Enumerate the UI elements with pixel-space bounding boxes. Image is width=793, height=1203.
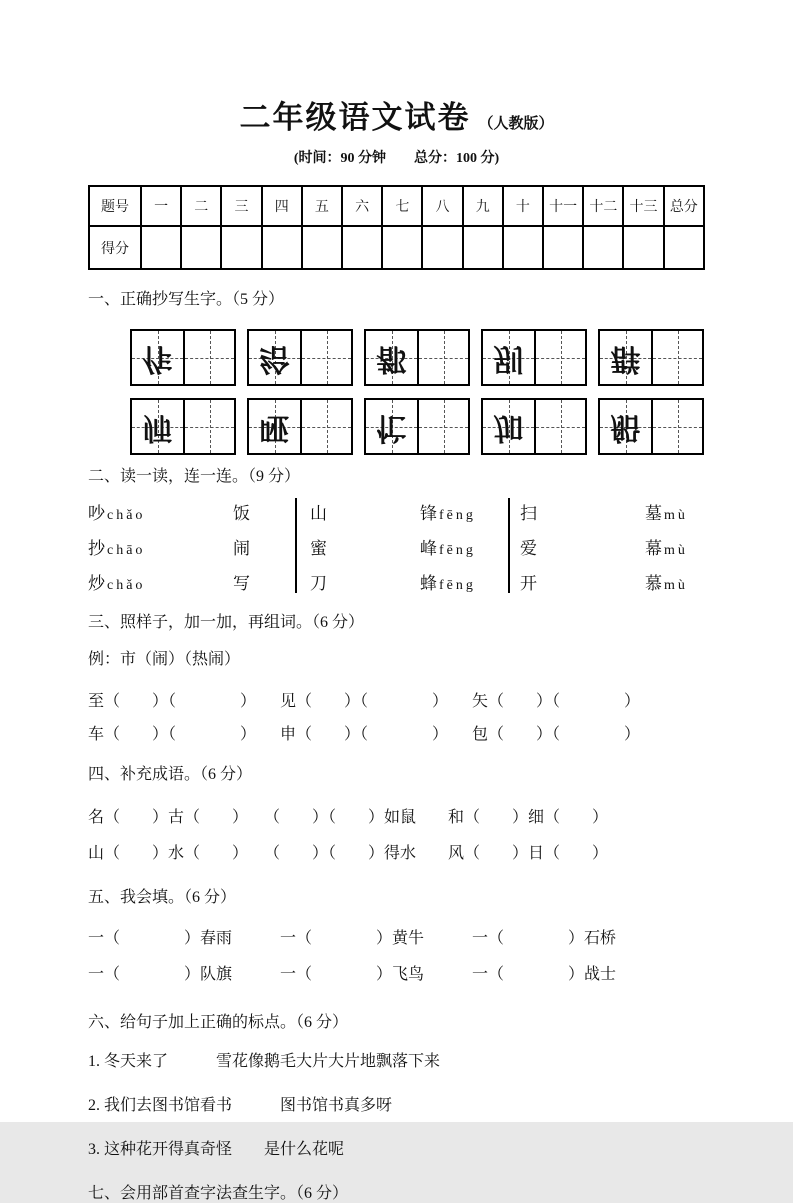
grid-cell [249, 400, 300, 453]
question-number-label: 题号 [89, 186, 141, 226]
idiom-line: 名（ ）古（ ） （ ）（ ）如鼠 和（ ）细（ ） [88, 809, 609, 826]
match-word: 炒 chǎo [88, 574, 146, 593]
match-word: 开 [520, 574, 537, 593]
score-cell [543, 226, 583, 269]
grid-cell [483, 331, 534, 384]
copy-grid-box [481, 398, 587, 455]
flipped-character: 都 [376, 341, 407, 375]
match-word: 山 [310, 504, 327, 523]
page-title: 二年级语文试卷 [239, 100, 471, 135]
grid-cell-blank [651, 331, 702, 384]
flipped-character: 哑 [259, 410, 290, 444]
score-cell [422, 226, 462, 269]
match-divider [295, 498, 297, 593]
section-5-heading: 五、我会填。（6 分） [88, 889, 237, 906]
copy-grid-row-1 [130, 329, 705, 386]
header-cell: 三 [221, 186, 261, 226]
section-3-heading: 三、照样子，加一加，再组词。（6 分） [88, 614, 365, 631]
pinyin: mù [664, 508, 688, 523]
grid-cell-blank [417, 331, 468, 384]
copy-grid-box [247, 329, 353, 386]
header-cell: 十一 [543, 186, 583, 226]
score-label: 得分 [89, 226, 141, 269]
fill-line: 至（ ）（ ） 见（ ）（ ） 矢（ ）（ ） [88, 693, 641, 710]
score-cell [262, 226, 302, 269]
grid-cell [366, 400, 417, 453]
match-word: 蜂 fēng [420, 574, 476, 593]
time-score-subtitle: (时间：90 分钟 总分：100 分) [293, 151, 500, 166]
match-row [88, 494, 705, 529]
grid-cell-blank [417, 400, 468, 453]
section-3 [88, 609, 705, 751]
section-4-heading: 四、补充成语。（6 分） [88, 766, 253, 783]
pinyin: fēng [439, 578, 476, 593]
copy-grid-box [364, 329, 470, 386]
header-cell: 十二 [583, 186, 623, 226]
match-word: 墓 mù [645, 504, 688, 523]
score-row [89, 226, 704, 269]
grid-cell-blank [183, 331, 234, 384]
header-cell: 十三 [623, 186, 663, 226]
header-cell: 六 [342, 186, 382, 226]
match-word: 峰 fēng [420, 539, 476, 558]
match-word: 闹 [233, 539, 250, 558]
flipped-character: 群 [610, 341, 641, 375]
score-table-header-row [89, 186, 704, 226]
match-row [88, 529, 705, 564]
header-cell: 十 [503, 186, 543, 226]
match-word: 写 [233, 574, 250, 593]
copy-grid-box [247, 398, 353, 455]
grid-cell-blank [534, 400, 585, 453]
flipped-character: 加 [493, 410, 524, 444]
header-cell: 五 [302, 186, 342, 226]
copy-grid-box [364, 398, 470, 455]
matching-exercise [88, 494, 705, 599]
score-table [88, 185, 705, 270]
flipped-character: 作 [142, 341, 173, 375]
match-word: 抄 chāo [88, 539, 146, 558]
grid-cell-blank [534, 331, 585, 384]
match-word: 扫 [520, 504, 537, 523]
match-word: 幕 mù [645, 539, 688, 558]
grid-cell-blank [300, 400, 351, 453]
grid-cell-blank [300, 331, 351, 384]
section-2-heading: 二、读一读，连一连。（9 分） [88, 468, 301, 485]
pinyin: mù [664, 543, 688, 558]
score-cell [221, 226, 261, 269]
grid-cell-blank [183, 400, 234, 453]
example-line: 例：市（闹）（热闹） [88, 651, 241, 668]
match-word: 饭 [233, 504, 250, 523]
copy-grid-box [130, 398, 236, 455]
score-cell [503, 226, 543, 269]
match-word: 爱 [520, 539, 537, 558]
match-word: 锋 fēng [420, 504, 476, 523]
section-7-heading: 七、会用部首查字法查生字。（6 分） [88, 1185, 349, 1202]
match-word: 蜜 [310, 539, 327, 558]
score-cell [181, 226, 221, 269]
header-cell: 四 [262, 186, 302, 226]
pinyin: fēng [439, 508, 476, 523]
match-word: 吵 chǎo [88, 504, 146, 523]
grid-cell [249, 331, 300, 384]
pinyin: chāo [107, 543, 146, 558]
measure-word-line: 一（ ）春雨 一（ ）黄牛 一（ ）石桥 [88, 930, 617, 947]
pinyin: chǎo [107, 578, 146, 593]
header-cell: 二 [181, 186, 221, 226]
measure-word-line: 一（ ）队旗 一（ ）飞鸟 一（ ）战士 [88, 966, 617, 983]
score-cell [141, 226, 181, 269]
copy-grid-box [130, 329, 236, 386]
flipped-character: 师 [142, 410, 173, 444]
match-word: 刀 [310, 574, 327, 593]
section-1-heading: 一、正确抄写生字。（5 分） [88, 291, 285, 308]
grid-cell [366, 331, 417, 384]
score-cell [302, 226, 342, 269]
grid-cell [483, 400, 534, 453]
header-cell: 八 [422, 186, 462, 226]
title-row [88, 92, 705, 137]
section-5 [88, 884, 705, 993]
pinyin: fēng [439, 543, 476, 558]
score-cell [623, 226, 663, 269]
grid-cell [132, 331, 183, 384]
pinyin: chǎo [107, 508, 146, 523]
copy-grid-box [598, 398, 704, 455]
punctuation-sentence: 2. 我们去图书馆看书 图书馆书真多呀 [88, 1097, 393, 1114]
match-divider [508, 498, 510, 593]
flipped-character: 船 [610, 410, 641, 444]
grid-cell [600, 400, 651, 453]
header-cell: 七 [382, 186, 422, 226]
flipped-character: 别 [493, 341, 524, 375]
fill-line: 车（ ）（ ） 申（ ）（ ） 包（ ）（ ） [88, 726, 641, 743]
grid-cell-blank [651, 400, 702, 453]
grid-cell [600, 331, 651, 384]
match-row [88, 564, 705, 599]
section-6 [88, 1009, 705, 1159]
edition-note: （人教版） [478, 116, 554, 132]
copy-grid-box [481, 329, 587, 386]
pinyin: mù [664, 578, 688, 593]
score-cell [463, 226, 503, 269]
section-6-heading: 六、给句子加上正确的标点。（6 分） [88, 1014, 349, 1031]
score-cell [583, 226, 623, 269]
copy-grid-row-2 [130, 398, 705, 455]
header-cell: 总分 [664, 186, 704, 226]
header-cell: 九 [463, 186, 503, 226]
match-word: 慕 mù [645, 574, 688, 593]
score-cell [382, 226, 422, 269]
score-cell [342, 226, 382, 269]
punctuation-sentence: 1. 冬天来了 雪花像鹅毛大片大片地飘落下来 [88, 1053, 441, 1070]
flipped-character: 给 [259, 341, 290, 375]
idiom-line: 山（ ）水（ ） （ ）（ ）得水 风（ ）日（ ） [88, 845, 609, 862]
punctuation-sentence: 3. 这种花开得真奇怪 是什么花呢 [88, 1141, 345, 1158]
section-4 [88, 761, 705, 872]
flipped-character: 忙 [376, 410, 407, 444]
copy-grid-box [598, 329, 704, 386]
grid-cell [132, 400, 183, 453]
score-cell [664, 226, 704, 269]
header-cell: 一 [141, 186, 181, 226]
